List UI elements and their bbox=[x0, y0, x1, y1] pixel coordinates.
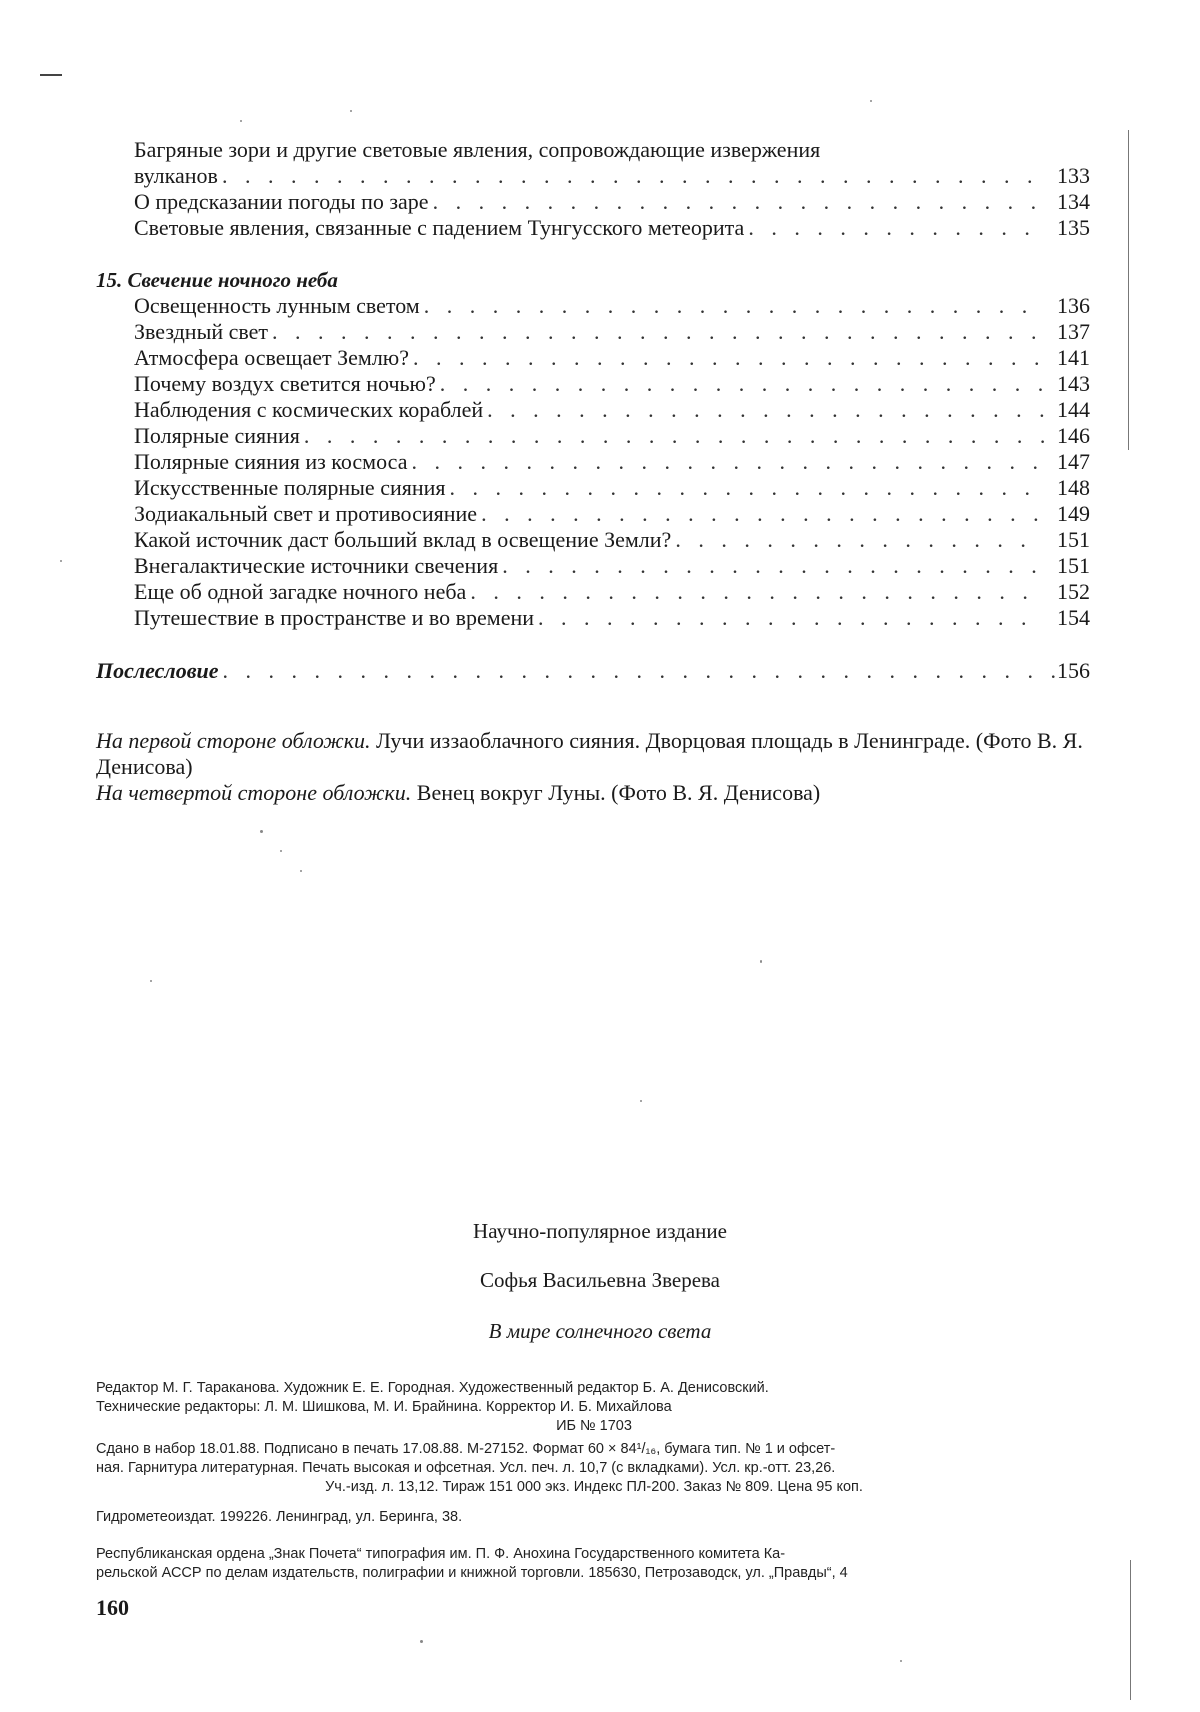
imprint-line: Сдано в набор 18.01.88. Подписано в печать 17.08.88. М-27152. Формат 60 × 84¹/₁₆, бумага тип. № 1 и офсет- bbox=[96, 1441, 836, 1457]
toc-entry-page: 146 bbox=[1057, 423, 1090, 448]
toc-entry bbox=[134, 163, 1090, 189]
scan-speck bbox=[150, 980, 152, 982]
toc-entry-title: Зодиакальный свет и противосияние bbox=[134, 501, 478, 526]
dot-leader bbox=[538, 605, 1044, 631]
cover-note-front-label: На первой стороне обложки. bbox=[96, 728, 371, 753]
dot-leader bbox=[487, 397, 1044, 423]
toc-afterword bbox=[96, 658, 1090, 684]
dot-leader bbox=[424, 293, 1044, 319]
scan-speck bbox=[280, 850, 282, 852]
toc-entry-page: 151 bbox=[1057, 527, 1090, 552]
toc-entry bbox=[134, 371, 1090, 397]
dot-leader bbox=[450, 475, 1044, 501]
toc-entry-title: Путешествие в пространстве и во времени bbox=[134, 605, 535, 630]
toc-entry-page: 152 bbox=[1057, 579, 1090, 604]
toc-entry-title: Полярные сияния bbox=[134, 423, 300, 448]
dot-leader bbox=[433, 189, 1044, 215]
toc-entry bbox=[134, 397, 1090, 423]
dot-leader bbox=[440, 371, 1044, 397]
scan-speck bbox=[420, 1640, 423, 1643]
scan-speck bbox=[40, 74, 62, 76]
toc-entry-title: вулканов bbox=[134, 163, 218, 188]
toc-entry-page: 137 bbox=[1057, 319, 1090, 344]
imprint-line: Редактор М. Г. Тараканова. Художник Е. Е. Городная. Художественный редактор Б. А. Денисовский. bbox=[96, 1380, 769, 1396]
toc-entry-title: Звездный свет bbox=[134, 319, 269, 344]
toc-entry-page: 141 bbox=[1057, 345, 1090, 370]
edition-type: Научно-популярное издание bbox=[473, 1219, 727, 1243]
toc-entry-title: Какой источник даст больший вклад в освещение Земли? bbox=[134, 527, 672, 552]
toc-entry-page: 151 bbox=[1057, 553, 1090, 578]
toc-entry-title: Почему воздух светится ночью? bbox=[134, 371, 436, 396]
dot-leader bbox=[675, 527, 1044, 553]
toc-entry-page: 149 bbox=[1057, 501, 1090, 526]
toc-entry-title: Световые явления, связанные с падением Тунгусского метеорита bbox=[134, 215, 745, 240]
scan-speck bbox=[240, 120, 242, 122]
toc-entry-title: Еще об одной загадке ночного неба bbox=[134, 579, 467, 604]
toc-entry-page: 154 bbox=[1057, 605, 1090, 630]
dot-leader bbox=[304, 423, 1044, 449]
toc-entry-title: Наблюдения с космических кораблей bbox=[134, 397, 484, 422]
cover-note-front bbox=[96, 728, 1096, 780]
book-title: В мире солнечного света bbox=[488, 1319, 712, 1343]
toc-entry-page: 144 bbox=[1057, 397, 1090, 422]
toc-entry-title: Атмосфера освещает Землю? bbox=[134, 345, 409, 370]
dot-leader bbox=[748, 215, 1044, 241]
toc-entry-title: Внегалактические источники свечения bbox=[134, 553, 499, 578]
scan-speck bbox=[870, 100, 872, 102]
toc-entry-page: 136 bbox=[1057, 293, 1090, 318]
cover-note-back-label: На четвертой стороне обложки. bbox=[96, 780, 412, 805]
dot-leader bbox=[223, 658, 1057, 684]
author-name: Софья Васильевна Зверева bbox=[479, 1268, 720, 1292]
dot-leader bbox=[222, 163, 1044, 189]
toc-entry bbox=[134, 501, 1090, 527]
toc-entry bbox=[134, 423, 1090, 449]
imprint-line: Республиканская ордена „Знак Почета“ типография им. П. Ф. Анохина Государственного комитета Ка- bbox=[96, 1546, 786, 1562]
toc-entry-page: 147 bbox=[1057, 449, 1090, 474]
scan-speck bbox=[900, 1660, 902, 1662]
toc-entry-title: Освещенность лунным светом bbox=[134, 293, 420, 318]
dot-leader bbox=[411, 449, 1044, 475]
toc-entry-title: О предсказании погоды по заре bbox=[134, 189, 429, 214]
toc-entry bbox=[134, 449, 1090, 475]
toc-entry-page: 134 bbox=[1057, 189, 1090, 214]
page-number: 160 bbox=[96, 1595, 129, 1620]
toc-entry bbox=[134, 605, 1090, 631]
imprint-line: Уч.-изд. л. 13,12. Тираж 151 000 экз. Индекс ПЛ-200. Заказ № 809. Цена 95 коп. bbox=[325, 1479, 863, 1495]
scan-speck bbox=[260, 830, 263, 833]
scan-speck bbox=[60, 560, 62, 562]
toc-entry bbox=[134, 189, 1090, 215]
toc-afterword-page: 156 bbox=[1057, 658, 1090, 683]
toc-entry-title: Полярные сияния из космоса bbox=[134, 449, 408, 474]
dot-leader bbox=[272, 319, 1044, 345]
scan-speck bbox=[300, 870, 302, 872]
toc-entry bbox=[134, 527, 1090, 553]
imprint-line: рельской АССР по делам издательств, полиграфии и книжной торговли. 185630, Петрозаводск, ул. „Правды“, 4 bbox=[96, 1565, 848, 1581]
imprint-printer bbox=[96, 1545, 1092, 1583]
cover-note-front-text: Лучи иззаоблачного сияния. Дворцовая площадь в Ленинграде. (Фото В. Я. Денисова) bbox=[96, 728, 1083, 779]
scan-speck bbox=[760, 960, 762, 963]
toc-entry bbox=[134, 475, 1090, 501]
imprint-print-data bbox=[96, 1440, 1092, 1497]
dot-leader bbox=[413, 345, 1044, 371]
imprint-line: ная. Гарнитура литературная. Печать высокая и офсетная. Усл. печ. л. 10,7 (с вкладками). Усл. кр.-отт. 23,26. bbox=[96, 1460, 836, 1476]
toc-entry-title: Искусственные полярные сияния bbox=[134, 475, 446, 500]
scan-speck bbox=[350, 110, 352, 112]
imprint-line: Технические редакторы: Л. М. Шишкова, М. И. Брайнина. Корректор И. Б. Михайлова bbox=[96, 1399, 672, 1415]
cover-note-back bbox=[96, 780, 1096, 806]
toc-entry bbox=[134, 215, 1090, 241]
imprint-editors bbox=[96, 1379, 1092, 1436]
toc-entry-page: 133 bbox=[1057, 163, 1090, 188]
imprint-publisher: Гидрометеоиздат. 199226. Ленинград, ул. Беринга, 38. bbox=[96, 1509, 463, 1525]
toc-entry-first-line1: Багряные зори и другие световые явления, сопровождающие извержения bbox=[134, 137, 821, 162]
dot-leader bbox=[502, 553, 1044, 579]
imprint-ib-number: ИБ № 1703 bbox=[556, 1418, 632, 1434]
toc-entry-page: 135 bbox=[1057, 215, 1090, 240]
toc-entry bbox=[134, 579, 1090, 605]
toc-entry-page: 148 bbox=[1057, 475, 1090, 500]
toc-entry bbox=[134, 345, 1090, 371]
section-heading: 15. Свечение ночного неба bbox=[96, 268, 338, 292]
toc-entry bbox=[134, 293, 1090, 319]
toc-entry bbox=[134, 553, 1090, 579]
scan-speck bbox=[640, 1100, 642, 1102]
dot-leader bbox=[470, 579, 1044, 605]
dot-leader bbox=[481, 501, 1044, 527]
cover-note-back-text: Венец вокруг Луны. (Фото В. Я. Денисова) bbox=[416, 780, 821, 805]
toc-entry-page: 143 bbox=[1057, 371, 1090, 396]
scan-edge-line bbox=[1130, 1560, 1131, 1700]
toc-entry bbox=[134, 319, 1090, 345]
toc-afterword-title: Послесловие bbox=[96, 658, 219, 683]
scan-edge-line bbox=[1128, 130, 1129, 450]
